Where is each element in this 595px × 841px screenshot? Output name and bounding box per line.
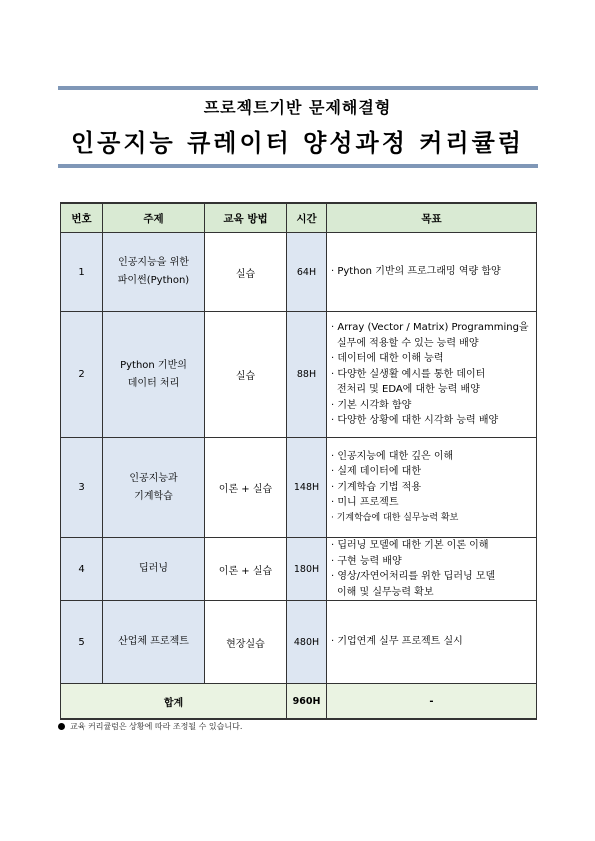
table-header-row [61, 203, 537, 233]
footnote-text: 교육 커리큘럼은 상황에 따라 조정될 수 있습니다. [70, 722, 243, 731]
total-row [61, 684, 537, 720]
goal-line: · 다양한 실생활 예시를 통한 데이터 [331, 368, 486, 380]
row-topic [103, 601, 205, 684]
topic-line: 파이썬(Python) [117, 275, 190, 286]
goal-line: · 실제 데이터에 대한 [331, 466, 421, 478]
row-number: 5 [61, 601, 103, 684]
topic-line: Python 기반의 [120, 359, 187, 371]
topic-line: 인공지능과 [129, 472, 178, 484]
page-subtitle: 프로젝트기반 문제해결형 [203, 98, 392, 117]
row-number: 3 [61, 438, 103, 538]
row-goals [327, 233, 537, 312]
goal-line: · 기본 시각화 함양 [331, 399, 412, 411]
row-topic [103, 538, 205, 601]
row-hours: 88H [287, 312, 327, 438]
goal-line: 실무에 적용할 수 있는 능력 배양 [337, 337, 479, 349]
topic-line: 산업체 프로젝트 [118, 636, 189, 647]
row-number: 4 [61, 538, 103, 601]
total-goals: - [327, 684, 537, 720]
goal-line: 전처리 및 EDA에 대한 능력 배양 [337, 384, 480, 396]
goal-line: · Python 기반의 프로그래밍 역량 함양 [331, 266, 501, 278]
row-goals [327, 312, 537, 438]
topic-line: 딥러닝 [139, 563, 168, 574]
table-row [61, 233, 537, 312]
column-header-goals: 목표 [327, 203, 537, 233]
column-header-number: 번호 [61, 203, 103, 233]
goal-line: · 인공지능에 대한 깊은 이해 [331, 450, 454, 462]
row-method: 이론 + 실습 [205, 538, 287, 601]
goal-line: · 기계학습 기법 적용 [331, 481, 421, 493]
bottom-divider [58, 164, 538, 168]
row-method: 현장실습 [205, 601, 287, 684]
row-method: 이론 + 실습 [205, 438, 287, 538]
table-row [61, 538, 537, 601]
goal-line: · 기계학습에 대한 실무능력 확보 [331, 512, 459, 523]
row-number: 2 [61, 312, 103, 438]
total-hours: 960H [287, 684, 327, 720]
table-row [61, 601, 537, 684]
goal-line: · 미니 프로젝트 [331, 497, 399, 509]
row-topic [103, 438, 205, 538]
row-topic [103, 233, 205, 312]
topic-line: 기계학습 [134, 490, 173, 502]
goal-line: · Array (Vector / Matrix) Programming을 [331, 322, 529, 334]
footnote [58, 721, 242, 732]
row-number: 1 [61, 233, 103, 312]
total-label: 합계 [61, 684, 287, 720]
row-goals [327, 438, 537, 538]
row-hours: 180H [287, 538, 327, 601]
column-header-hours: 시간 [287, 203, 327, 233]
row-goals [327, 538, 537, 601]
row-method: 실습 [205, 233, 287, 312]
bullet-icon [58, 723, 65, 730]
goal-line: · 다양한 상황에 대한 시각화 능력 배양 [331, 415, 499, 427]
row-topic [103, 312, 205, 438]
row-hours: 64H [287, 233, 327, 312]
row-hours: 480H [287, 601, 327, 684]
page-title: 인공지능 큐레이터 양성과정 커리큘럼 [70, 129, 524, 157]
topic-line: 데이터 처리 [127, 377, 180, 389]
row-hours: 148H [287, 438, 327, 538]
goal-line: · 딥러닝 모델에 대한 기본 이론 이해 [331, 540, 489, 551]
column-header-topic: 주제 [103, 203, 205, 233]
goal-line: · 구현 능력 배양 [331, 555, 402, 567]
goal-line: · 데이터에 대한 이해 능력 [331, 353, 444, 365]
row-method: 실습 [205, 312, 287, 438]
goal-line: 이해 및 실무능력 확보 [337, 586, 434, 598]
table-row [61, 438, 537, 538]
row-goals [327, 601, 537, 684]
goal-line: · 영상/자연어처리를 위한 딥러닝 모델 [331, 571, 496, 582]
topic-line: 인공지능을 위한 [118, 257, 189, 268]
column-header-method: 교육 방법 [205, 203, 287, 233]
table-row [61, 312, 537, 438]
goal-line: · 기업연계 실무 프로젝트 실시 [331, 636, 463, 648]
curriculum-table [60, 202, 537, 720]
top-divider [58, 86, 538, 90]
